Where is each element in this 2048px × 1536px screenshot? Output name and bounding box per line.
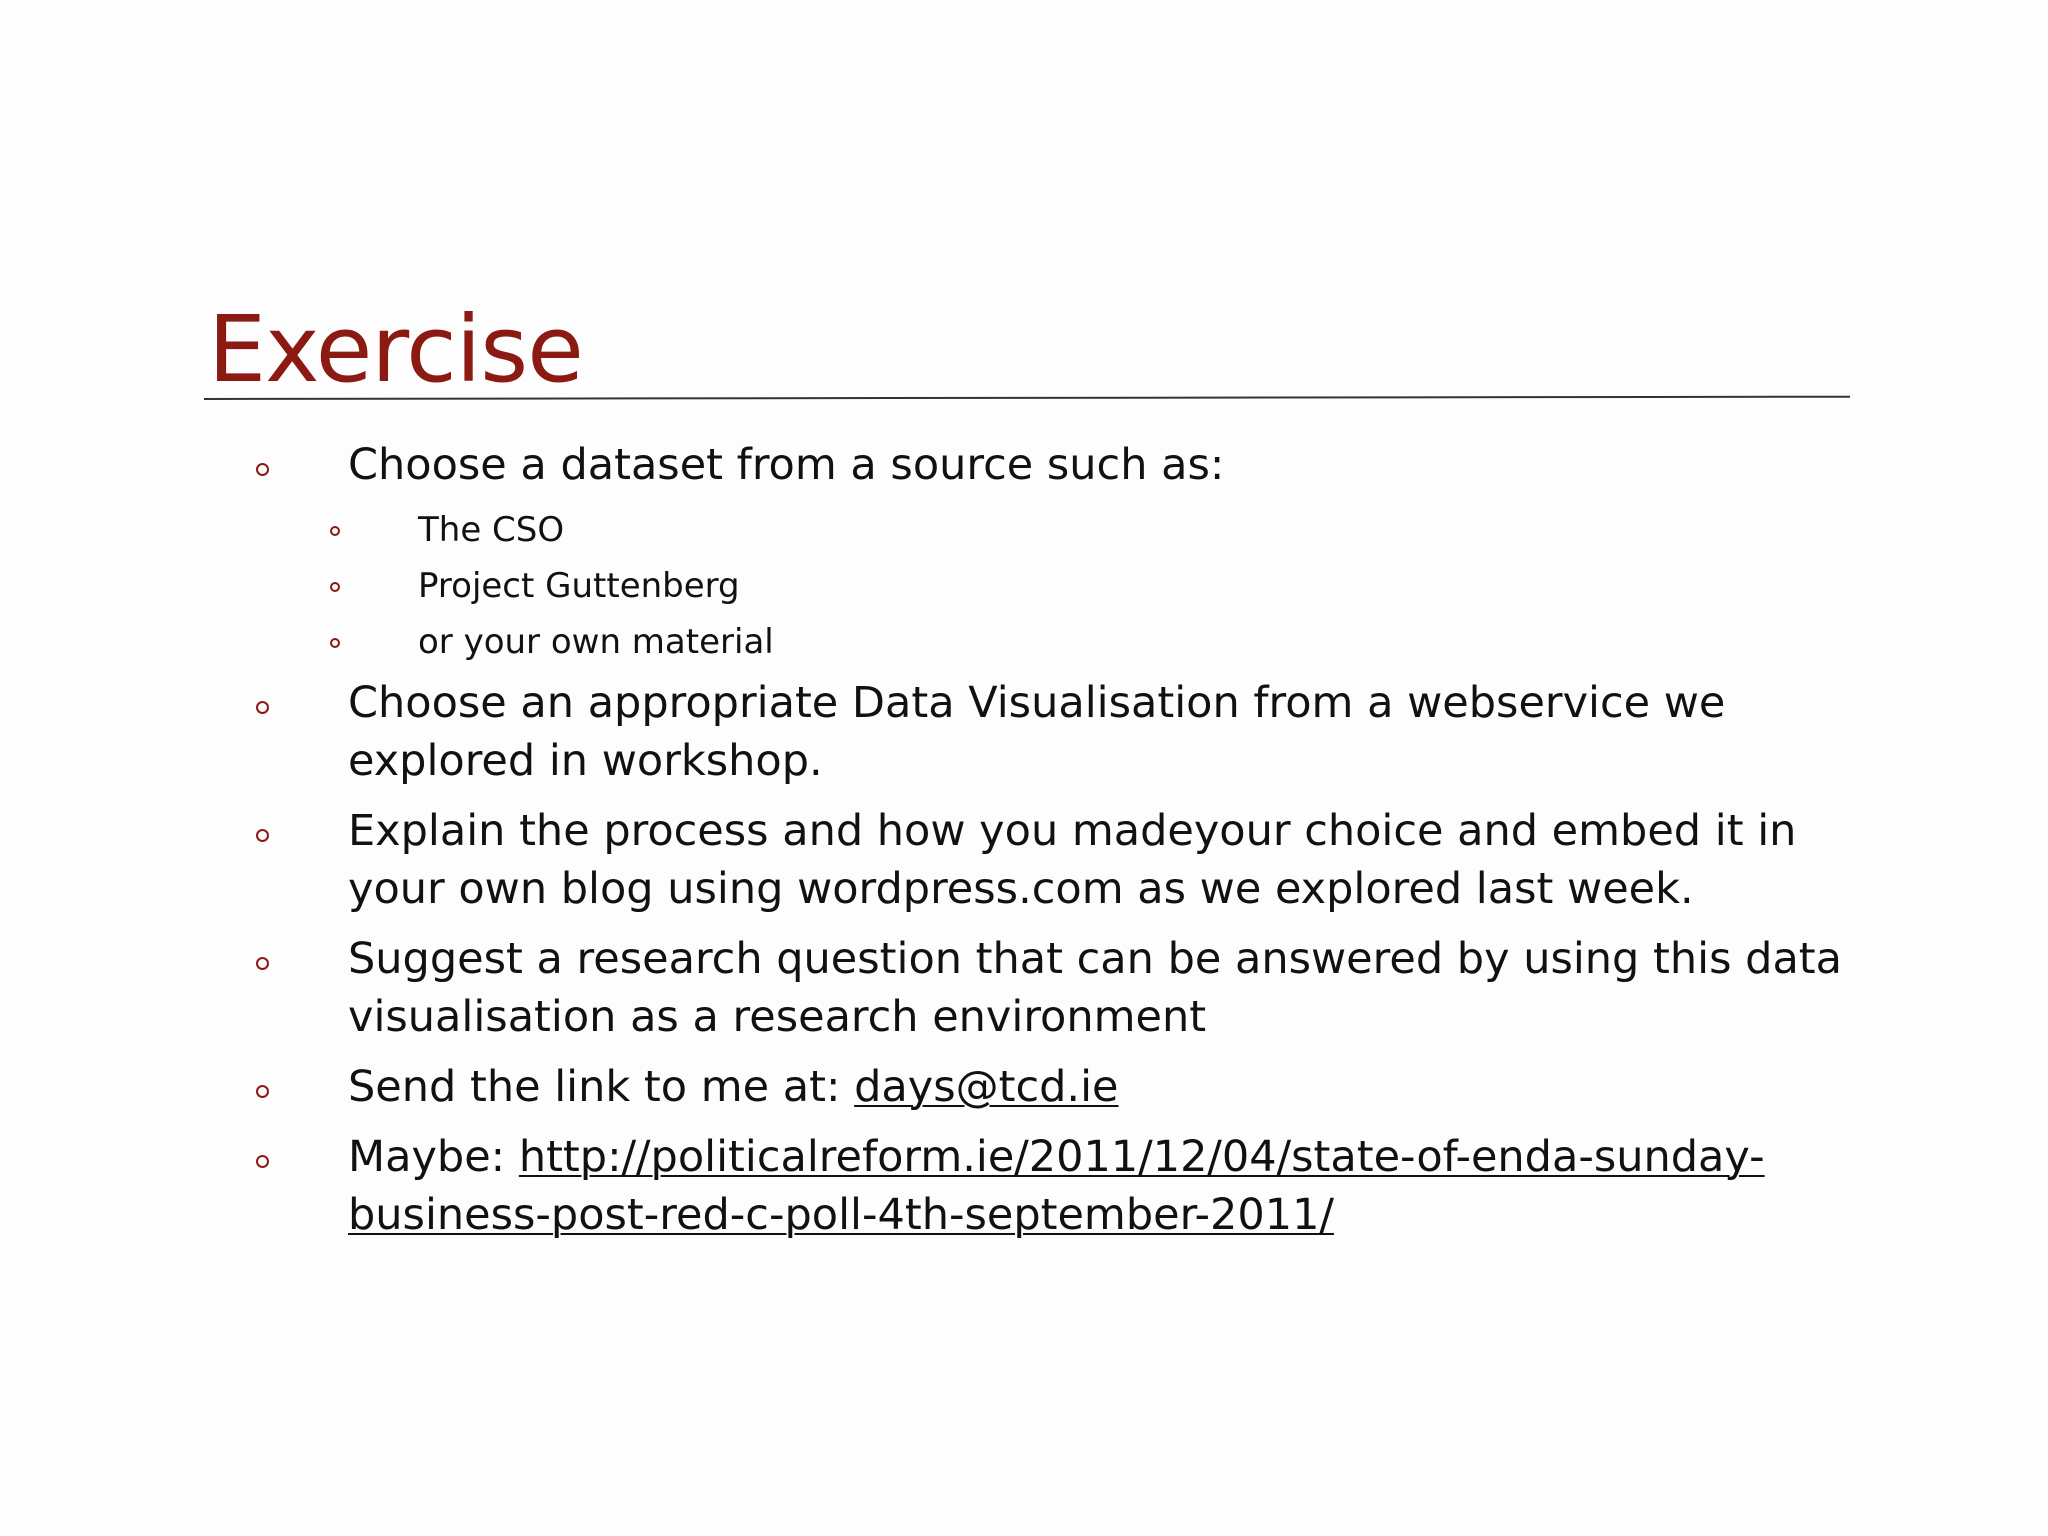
list-item bbox=[348, 802, 1868, 918]
sub-list-item bbox=[418, 508, 564, 552]
circle-bullet-icon bbox=[256, 701, 269, 714]
list-item bbox=[348, 1058, 1868, 1116]
email-link[interactable]: days@tcd.ie bbox=[854, 1062, 1119, 1112]
circle-bullet-icon bbox=[330, 526, 340, 536]
circle-bullet-icon bbox=[330, 582, 340, 592]
list-item-text: Choose a dataset from a source such as: bbox=[348, 440, 1225, 490]
slide-title: Exercise bbox=[208, 296, 583, 403]
list-item bbox=[348, 930, 1868, 1046]
list-item-text: Choose an appropriate Data Visualisation from a webservice we explored in workshop. bbox=[348, 678, 1726, 786]
circle-bullet-icon bbox=[256, 1085, 269, 1098]
sub-list-item-text: The CSO bbox=[418, 510, 565, 550]
circle-bullet-icon bbox=[256, 829, 269, 842]
circle-bullet-icon bbox=[256, 463, 269, 476]
sub-list-item bbox=[418, 620, 774, 664]
url-link[interactable]: http://politicalreform.ie/2011/12/04/state-of-enda-sunday-business-post-red-c-poll-4th-september-2011/ bbox=[348, 1132, 1765, 1240]
list-item-text: Send the link to me at: bbox=[348, 1062, 855, 1112]
circle-bullet-icon bbox=[256, 1155, 269, 1168]
list-item bbox=[348, 436, 1868, 494]
circle-bullet-icon bbox=[330, 638, 340, 648]
sub-list-item-text: Project Guttenberg bbox=[418, 566, 740, 606]
circle-bullet-icon bbox=[256, 957, 269, 970]
list-item-text: Suggest a research question that can be answered by using this data visualisation as a research environment bbox=[348, 934, 1842, 1042]
list-item-text: Explain the process and how you madeyour choice and embed it in your own blog using wordpress.com as we explored last week. bbox=[348, 806, 1797, 914]
sub-list-item bbox=[418, 564, 740, 608]
sub-list-item-text: or your own material bbox=[418, 622, 774, 662]
list-item-text: Maybe: bbox=[348, 1132, 519, 1182]
list-item bbox=[348, 674, 1868, 790]
list-item bbox=[348, 1128, 1868, 1244]
